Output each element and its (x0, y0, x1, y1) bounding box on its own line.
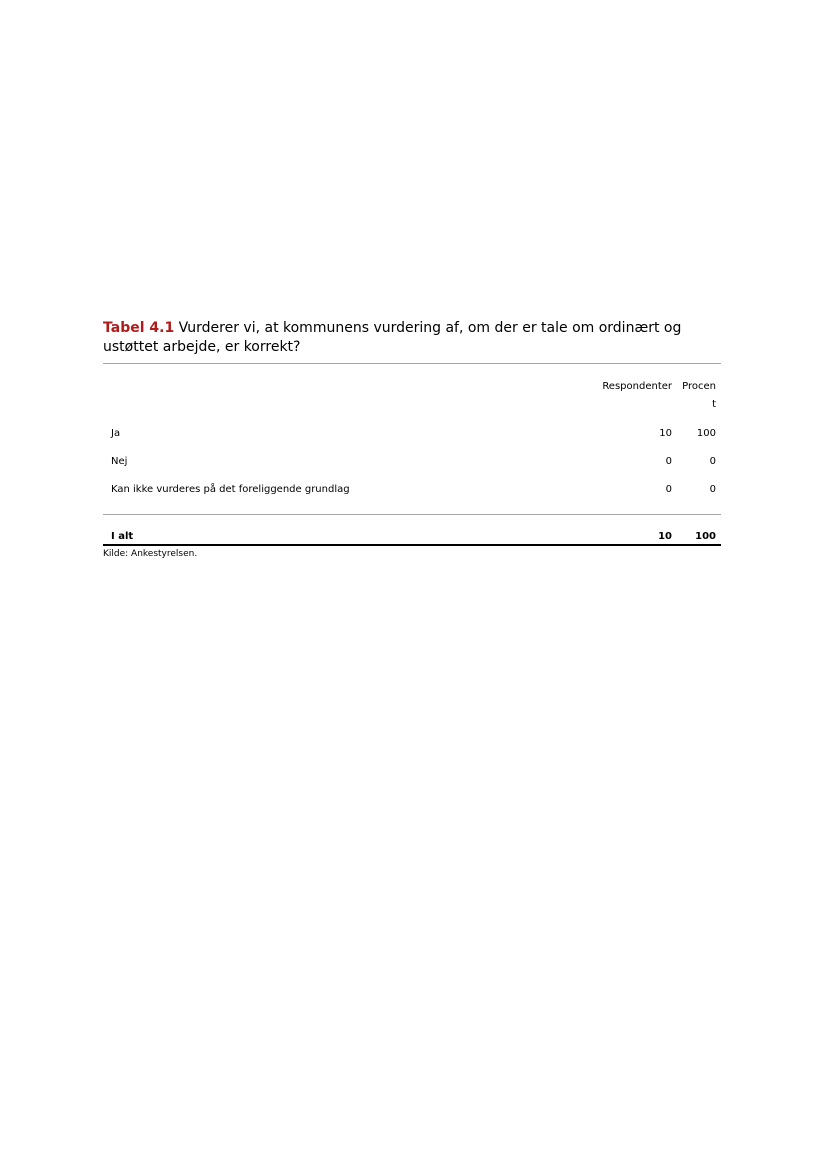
table-top-rule (103, 363, 721, 364)
table-caption (103, 319, 703, 357)
table-total-rule (103, 514, 721, 515)
row-label-kan-ikke-vurderes: Kan ikke vurderes på det foreliggende grundlag (111, 484, 350, 495)
row-nej-respondenter: 0 (665, 456, 672, 467)
row-kan-ikke-procent: 0 (709, 484, 716, 495)
row-ja-respondenter: 10 (659, 428, 672, 439)
row-label-ja: Ja (111, 428, 121, 439)
column-header-procent: Procent (682, 381, 716, 410)
table-number: Tabel 4.1 (103, 320, 175, 336)
row-label-nej: Nej (111, 456, 128, 467)
table-bottom-rule (103, 544, 721, 546)
total-procent: 100 (695, 531, 716, 542)
row-ja-procent: 100 (696, 428, 716, 439)
row-nej-procent: 0 (709, 456, 716, 467)
table-source: Kilde: Ankestyrelsen. (103, 549, 198, 559)
total-respondenter: 10 (658, 531, 672, 542)
caption-text: Vurderer vi, at kommunens vurdering af, om der er tale om ordinært og ustøttet arbejde, er korrekt? (103, 320, 682, 355)
row-kan-ikke-respondenter: 0 (665, 484, 672, 495)
row-label-total: I alt (111, 531, 134, 542)
column-header-respondenter: Respondenter (602, 381, 672, 392)
